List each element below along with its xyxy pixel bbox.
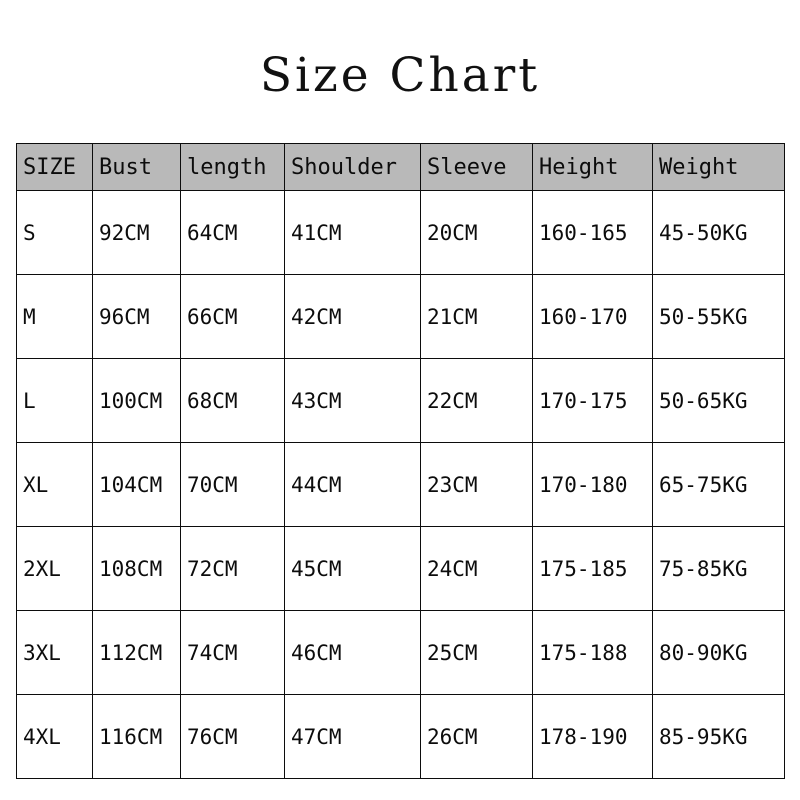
- cell-size: 3XL: [17, 611, 93, 695]
- cell-bust: 100CM: [93, 359, 181, 443]
- cell-weight: 50-55KG: [653, 275, 785, 359]
- cell-bust: 116CM: [93, 695, 181, 779]
- size-chart-table-wrapper: [16, 143, 784, 779]
- column-header-sleeve: Sleeve: [421, 144, 533, 191]
- cell-height: 160-170: [533, 275, 653, 359]
- column-header-size: SIZE: [17, 144, 93, 191]
- cell-bust: 108CM: [93, 527, 181, 611]
- cell-sleeve: 25CM: [421, 611, 533, 695]
- table-row: [17, 695, 785, 779]
- cell-shoulder: 47CM: [285, 695, 421, 779]
- column-header-weight: Weight: [653, 144, 785, 191]
- cell-weight: 75-85KG: [653, 527, 785, 611]
- cell-shoulder: 46CM: [285, 611, 421, 695]
- cell-length: 74CM: [181, 611, 285, 695]
- cell-bust: 92CM: [93, 191, 181, 275]
- table-row: [17, 611, 785, 695]
- cell-weight: 50-65KG: [653, 359, 785, 443]
- cell-length: 72CM: [181, 527, 285, 611]
- page-title: Size Chart: [259, 48, 541, 103]
- column-header-shoulder: Shoulder: [285, 144, 421, 191]
- cell-shoulder: 44CM: [285, 443, 421, 527]
- cell-size: XL: [17, 443, 93, 527]
- table-body: [17, 191, 785, 779]
- cell-weight: 85-95KG: [653, 695, 785, 779]
- table-row: [17, 359, 785, 443]
- cell-sleeve: 21CM: [421, 275, 533, 359]
- size-chart-table: [16, 143, 785, 779]
- cell-length: 66CM: [181, 275, 285, 359]
- cell-length: 68CM: [181, 359, 285, 443]
- cell-weight: 65-75KG: [653, 443, 785, 527]
- cell-size: S: [17, 191, 93, 275]
- cell-weight: 45-50KG: [653, 191, 785, 275]
- cell-height: 170-175: [533, 359, 653, 443]
- column-header-height: Height: [533, 144, 653, 191]
- table-header: [17, 144, 785, 191]
- cell-bust: 112CM: [93, 611, 181, 695]
- table-row: [17, 191, 785, 275]
- table-row: [17, 443, 785, 527]
- cell-bust: 96CM: [93, 275, 181, 359]
- cell-size: 4XL: [17, 695, 93, 779]
- cell-size: L: [17, 359, 93, 443]
- cell-sleeve: 22CM: [421, 359, 533, 443]
- cell-bust: 104CM: [93, 443, 181, 527]
- cell-length: 70CM: [181, 443, 285, 527]
- cell-size: M: [17, 275, 93, 359]
- table-header-row: [17, 144, 785, 191]
- cell-height: 175-185: [533, 527, 653, 611]
- column-header-length: length: [181, 144, 285, 191]
- cell-shoulder: 45CM: [285, 527, 421, 611]
- cell-sleeve: 23CM: [421, 443, 533, 527]
- cell-sleeve: 20CM: [421, 191, 533, 275]
- cell-shoulder: 43CM: [285, 359, 421, 443]
- table-row: [17, 275, 785, 359]
- table-row: [17, 527, 785, 611]
- cell-sleeve: 26CM: [421, 695, 533, 779]
- column-header-bust: Bust: [93, 144, 181, 191]
- cell-sleeve: 24CM: [421, 527, 533, 611]
- cell-height: 178-190: [533, 695, 653, 779]
- cell-shoulder: 41CM: [285, 191, 421, 275]
- cell-length: 64CM: [181, 191, 285, 275]
- cell-height: 160-165: [533, 191, 653, 275]
- cell-size: 2XL: [17, 527, 93, 611]
- cell-shoulder: 42CM: [285, 275, 421, 359]
- cell-height: 175-188: [533, 611, 653, 695]
- cell-length: 76CM: [181, 695, 285, 779]
- cell-weight: 80-90KG: [653, 611, 785, 695]
- cell-height: 170-180: [533, 443, 653, 527]
